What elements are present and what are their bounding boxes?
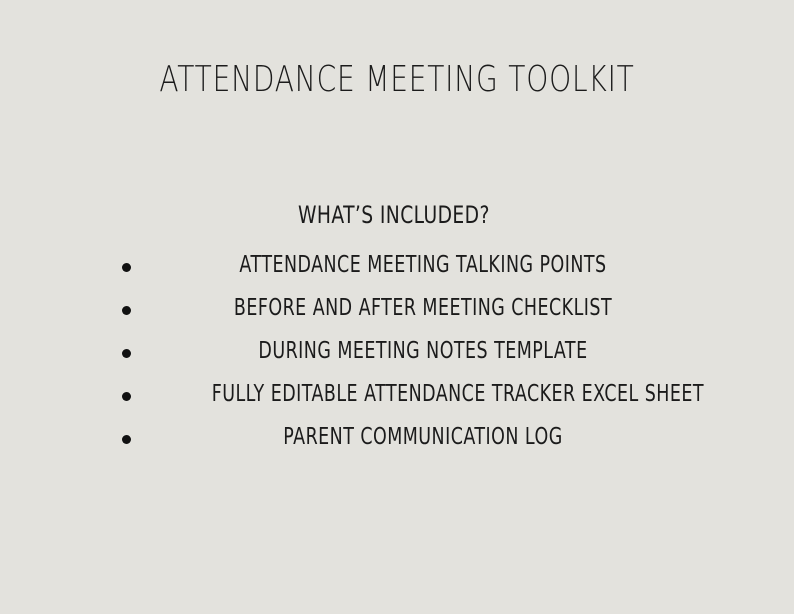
list-item: [115, 417, 715, 460]
bullet-icon: [122, 435, 131, 444]
list-item: [115, 288, 715, 331]
list-item-label: PARENT COMMUNICATION LOG: [283, 424, 563, 450]
list-item: [115, 374, 715, 417]
list-item-label: FULLY EDITABLE ATTENDANCE TRACKER EXCEL SHEET: [211, 381, 704, 407]
list-item: [115, 331, 715, 374]
list-item-label: ATTENDANCE MEETING TALKING POINTS: [239, 252, 607, 278]
bullet-icon: [122, 263, 131, 272]
bullet-icon: [122, 306, 131, 315]
included-items-list: [115, 245, 715, 460]
bullet-icon: [122, 349, 131, 358]
page-title: ATTENDANCE MEETING TOOLKIT: [159, 59, 635, 100]
list-item-label: BEFORE AND AFTER MEETING CHECKLIST: [233, 295, 613, 321]
section-subtitle: WHAT’S INCLUDED?: [298, 201, 490, 229]
list-item-label: DURING MEETING NOTES TEMPLATE: [258, 338, 588, 364]
list-item: [115, 245, 715, 288]
bullet-icon: [122, 392, 131, 401]
